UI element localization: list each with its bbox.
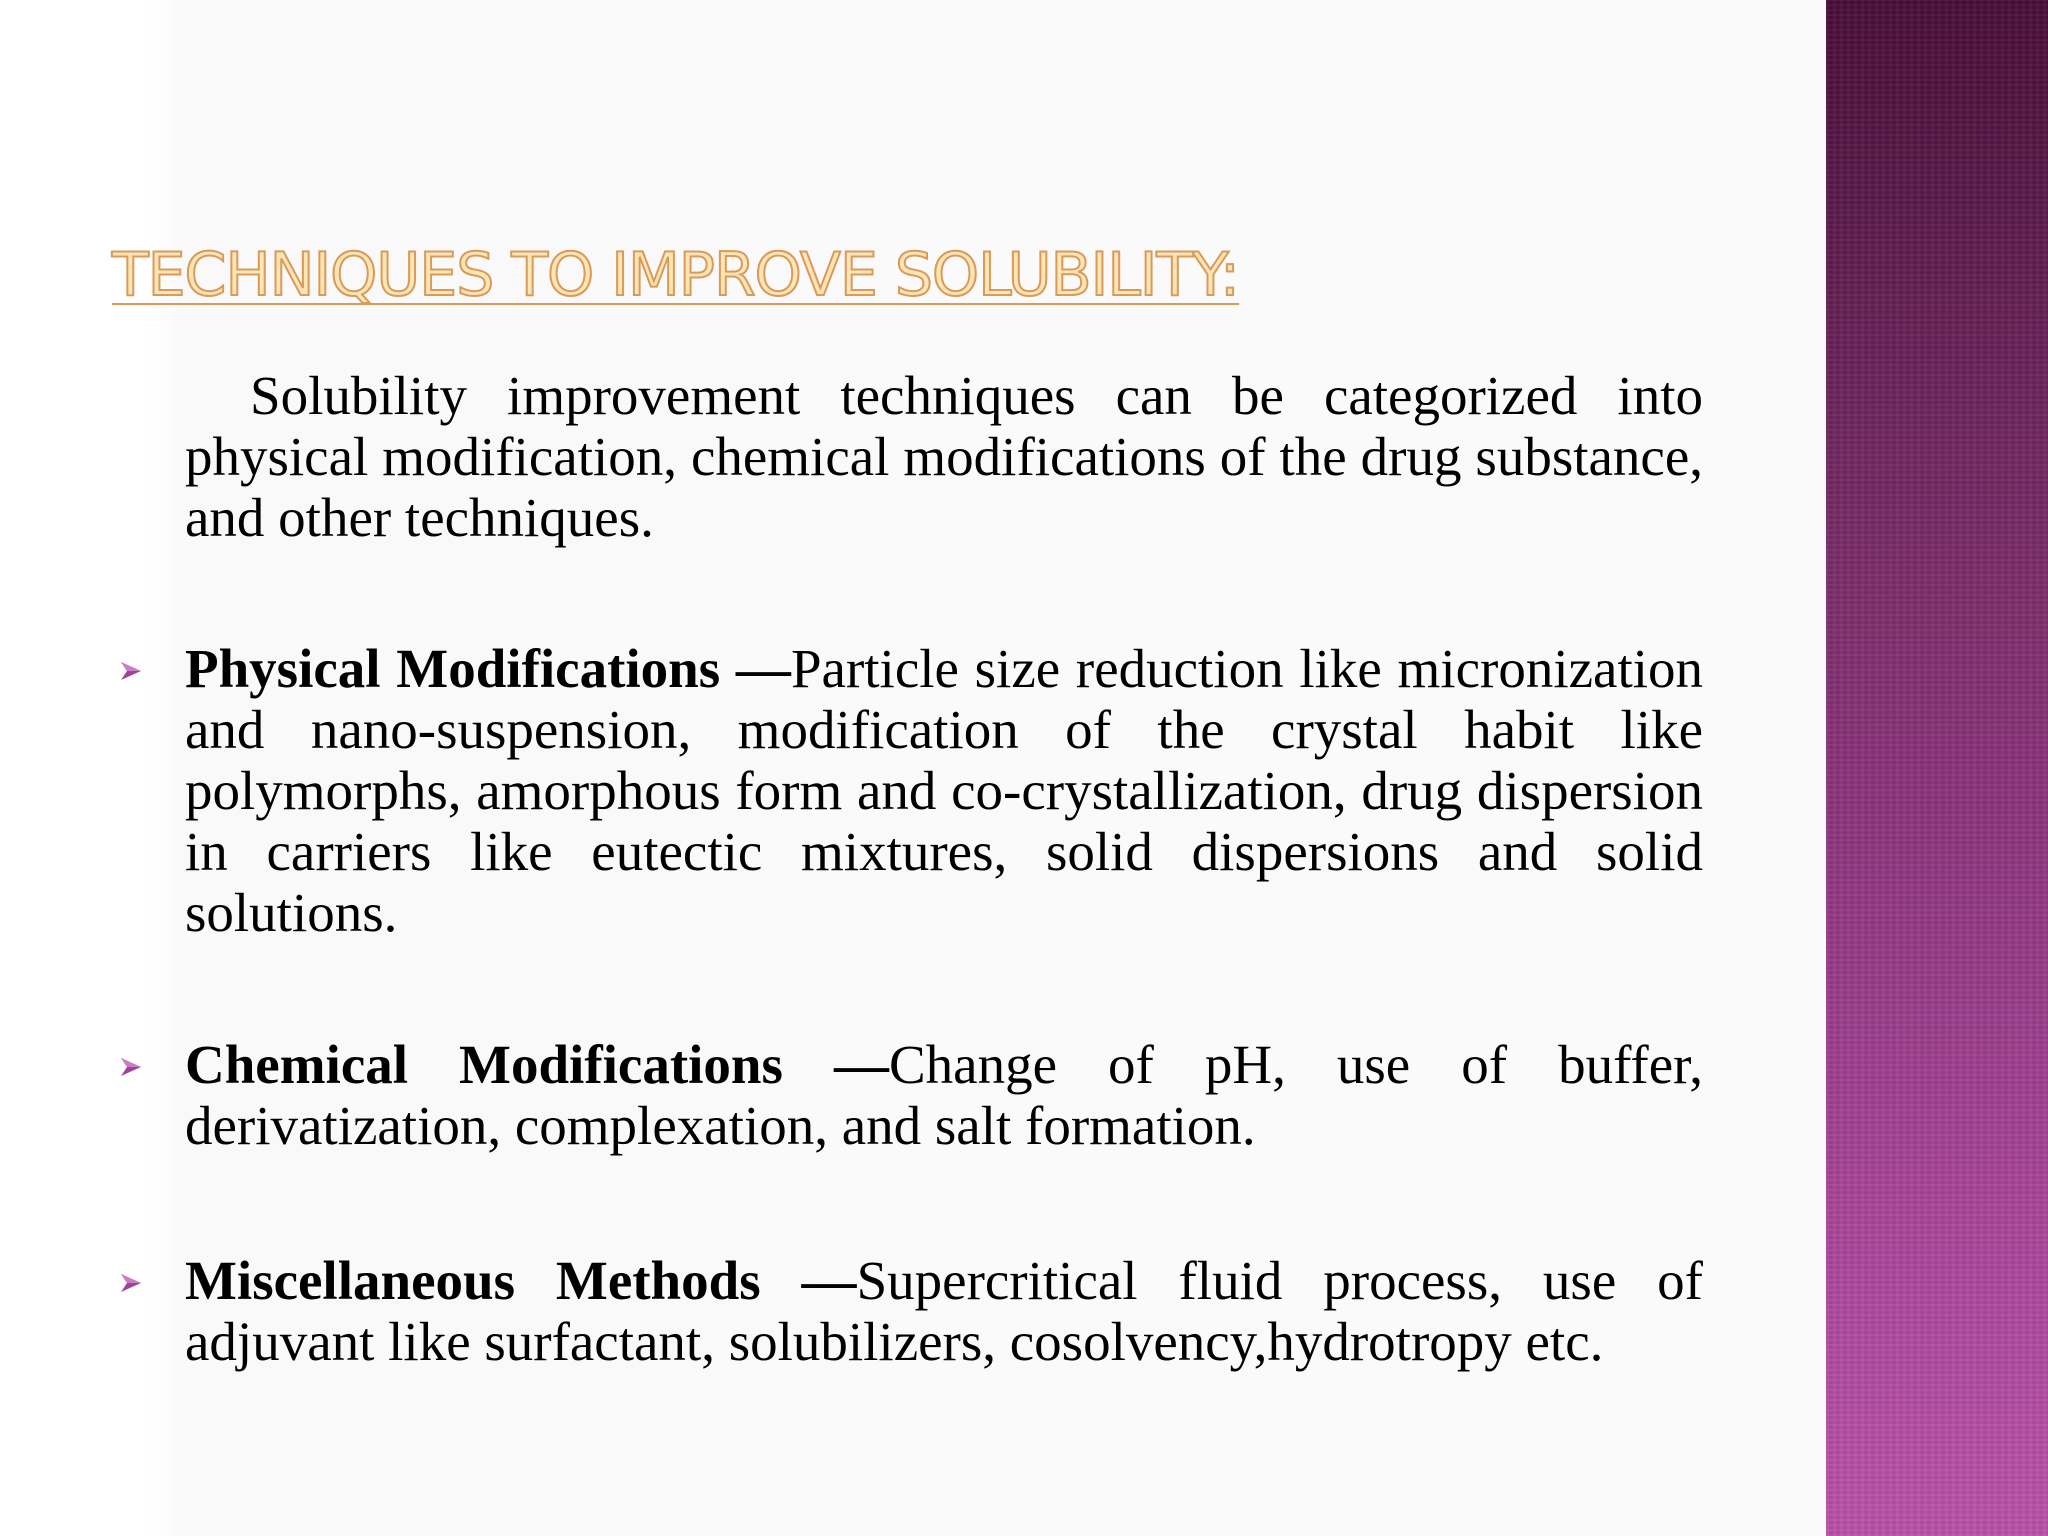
bullet-text — [185, 1034, 1703, 1156]
bullet-dash: — — [760, 1250, 857, 1311]
decorative-side-band — [1826, 0, 2048, 1536]
arrow-bullet-icon — [120, 1272, 142, 1294]
bullet-description: Change of pH, use of buffer, derivatization, complexation, and salt formation. — [185, 1034, 1704, 1156]
arrow-bullet-icon — [120, 1056, 142, 1078]
bullet-description: Particle size reduction like micronization and nano-suspension, modification of the crystal habit like polymorphs, amorphous form and co-crystallization, drug dispersion in carriers like eutectic mixtures, solid dispersions and solid solutions. — [185, 638, 1704, 943]
bullet-dash: — — [782, 1034, 889, 1095]
bullet-term: Miscellaneous Methods — [185, 1250, 761, 1311]
bullet-term: Physical Modifications — [185, 638, 721, 699]
arrow-bullet-icon — [120, 660, 142, 682]
intro-paragraph: Solubility improvement techniques can be categorized into physical modification, chemical modifications of the drug substance, and other techniques. — [185, 365, 1703, 548]
bullet-term: Chemical Modifications — [185, 1034, 783, 1095]
bullet-dash: — — [720, 638, 791, 699]
bullet-text — [185, 1250, 1703, 1372]
bullet-text — [185, 638, 1703, 943]
slide-title: TECHNIQUES TO IMPROVE SOLUBILITY: — [112, 240, 1240, 310]
bullet-description: Supercritical fluid process, use of adjuvant like surfactant, solubilizers, cosolvency,hydrotropy etc. — [185, 1250, 1703, 1372]
